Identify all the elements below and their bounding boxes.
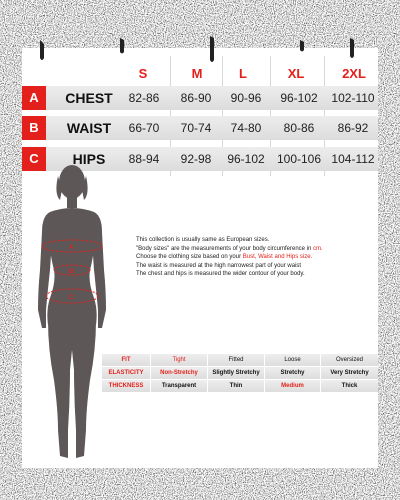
fit-label: FIT	[102, 354, 150, 366]
note-highlight: cm.	[313, 245, 323, 252]
row-letter: C	[22, 147, 46, 171]
elasticity-cell: Stretchy	[265, 367, 320, 379]
row-name: CHEST	[65, 90, 113, 106]
value-l: 96-102	[227, 152, 265, 166]
note-text: Choose the clothing size based on your	[136, 254, 243, 261]
note-line	[136, 245, 374, 254]
thickness-cell: Medium	[265, 380, 320, 392]
note-text: "Body sizes" are the measurements of your body circumference in	[136, 245, 314, 252]
note-line: The chest and hips is measured the wider contour of your body.	[136, 271, 305, 278]
thickness-label: THICKNESS	[102, 380, 150, 392]
value-xl: 100-106	[276, 152, 322, 166]
elasticity-cell: Very Stretchy	[321, 367, 378, 379]
chest-marker: A	[69, 245, 74, 251]
elasticity-cell: Slightly Stretchy	[208, 367, 264, 379]
note-line: This collection is usually same as European sizes.	[136, 237, 270, 243]
fit-cell: Oversized	[321, 354, 378, 366]
measurement-row-waist	[22, 116, 378, 140]
note-highlight: Bust, Waist and Hips size.	[242, 254, 313, 261]
fit-cell: Fitted	[208, 354, 264, 366]
size-header-m: M	[191, 66, 203, 81]
note-line: The waist is measured at the high narrowest part of your waist	[136, 262, 302, 269]
size-header-2xl: 2XL	[342, 66, 366, 81]
size-header-l: L	[239, 66, 247, 81]
paint-drips	[0, 0, 400, 70]
waist-marker: B	[69, 269, 74, 275]
thickness-cell: Thin	[208, 380, 264, 392]
row-name: WAIST	[66, 120, 112, 136]
elasticity-cell: Non-Stretchy	[151, 367, 207, 379]
hips-marker: C	[69, 295, 74, 301]
elasticity-label: ELASTICITY	[102, 367, 150, 379]
fit-cell: Loose	[265, 354, 320, 366]
note-line	[136, 253, 374, 262]
fit-table	[102, 354, 378, 393]
value-s: 88-94	[128, 152, 160, 166]
body-silhouette	[24, 160, 120, 466]
value-xl: 96-102	[280, 91, 318, 105]
thickness-cell: Transparent	[151, 380, 207, 392]
value-2xl: 102-110	[331, 91, 375, 105]
row-letter: B	[22, 116, 46, 140]
value-m: 70-74	[180, 121, 212, 135]
measurement-row-chest	[22, 86, 378, 110]
size-header-xl: XL	[287, 66, 305, 81]
value-l: 90-96	[230, 91, 262, 105]
value-s: 66-70	[128, 121, 160, 135]
value-2xl: 86-92	[337, 121, 369, 135]
thickness-cell: Thick	[321, 380, 378, 392]
value-2xl: 104-112	[331, 152, 375, 166]
value-xl: 80-86	[283, 121, 315, 135]
size-header-s: S	[138, 66, 148, 81]
elasticity-row	[102, 367, 378, 379]
fit-row	[102, 354, 378, 366]
value-l: 74-80	[230, 121, 262, 135]
value-m: 86-90	[180, 91, 212, 105]
row-name: HIPS	[72, 151, 106, 167]
fit-cell: Tight	[151, 354, 207, 366]
size-notes	[136, 236, 374, 279]
row-letter: A	[22, 86, 46, 110]
value-m: 92-98	[180, 152, 212, 166]
thickness-row	[102, 380, 378, 392]
value-s: 82-86	[128, 91, 160, 105]
